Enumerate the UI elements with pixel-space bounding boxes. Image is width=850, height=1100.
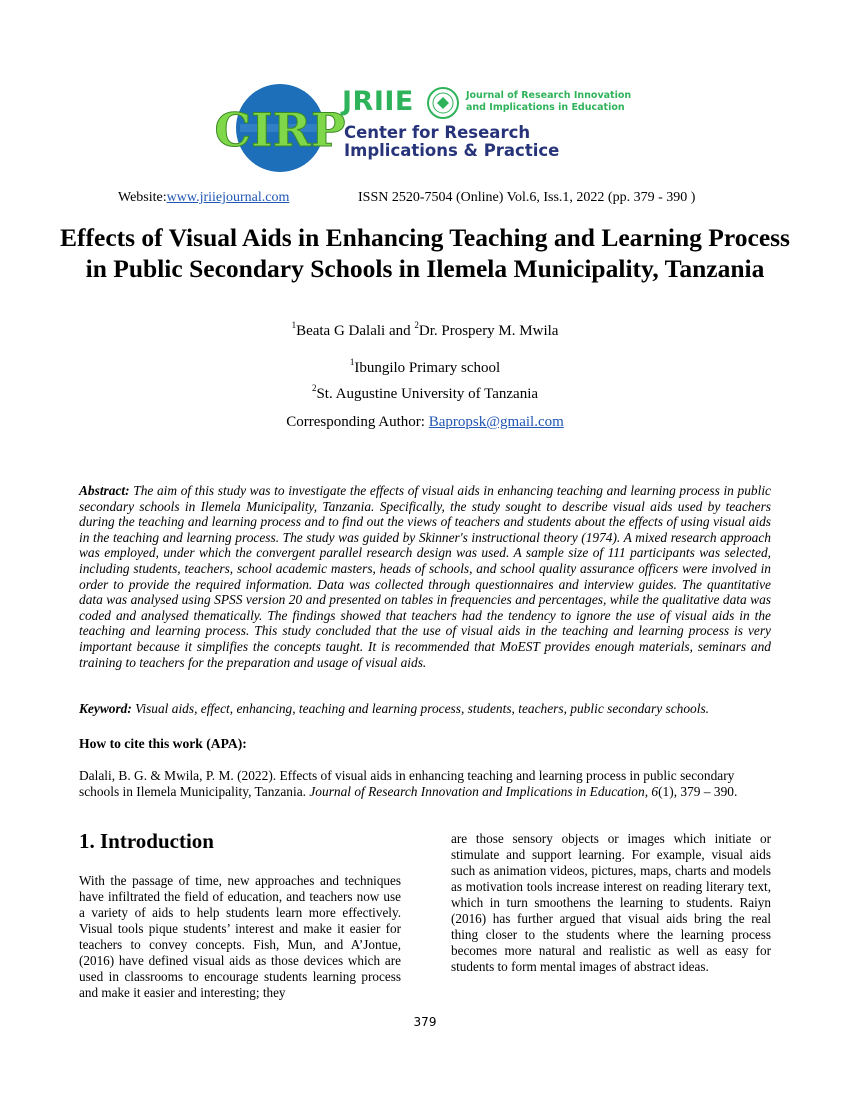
keywords [79,701,771,717]
affiliation-2-sup: 2 [311,383,317,393]
cirp-logo [214,78,346,178]
keyword-text: Visual aids, effect, enhancing, teaching and learning process, students, teachers, public secondary schools. [135,701,710,716]
issn-info: ISSN 2520-7504 (Online) Vol.6, Iss.1, 2022 (pp. 379 - 390 ) [358,190,696,205]
abstract-label: Abstract: [79,483,130,498]
authors-line [0,320,850,340]
citation-journal: Journal of Research Innovation and Implications in Education, 6 [309,784,659,799]
affiliation-2-name: St. Augustine University of Tanzania [316,386,539,402]
introduction-right-column: are those sensory objects or images which initiate or stimulate and support learning. For example, visual aids such as animation videos, pictures, maps, charts and models as motivation tools increase interest on reading literary text, which in turn smoothens the learning to students. Raiyn (2016) has further argued that visual aids bring the real thing closer to the students where the learning process becomes more natural and realistic as well as easy for students to form mental images of abstract ideas. [451,831,771,974]
cite-heading: How to cite this work (APA): [79,736,247,751]
corresponding-author [0,414,850,431]
affiliation-1-name: Ibungilo Primary school [354,360,501,376]
article-title: Effects of Visual Aids in Enhancing Teaching and Learning Process in Public Secondary Schools in Ilemela Municipality, Tanzania [60,223,790,283]
author1-name: Beata G Dalali and [296,323,415,339]
affiliation-1 [0,357,850,377]
introduction-left-column: With the passage of time, new approaches and techniques have infiltrated the field of education, and teachers now use a variety of aids to help students learn more effectively. Visual tools pique students’ interest and make it easier for teachers to convey concepts. Fish, Mun, and A’Jontue, (2016) have defined visual aids as those devices which are used in classrooms to encourage students learning process and make it easier and interesting; they [79,873,401,1000]
center-name [344,124,614,160]
corresponding-email-link[interactable]: Bapropsk@gmail.com [428,414,564,430]
center-name-line1: Center for Research [344,123,531,142]
affiliation-1-sup: 1 [349,357,355,367]
journal-logo-banner [214,78,632,178]
journal-name-line1: Journal of Research Innovation [466,90,632,101]
citation [79,768,771,800]
journal-name-line2: and Implications in Education [466,102,625,113]
cirp-logo-letters: CIRP [214,103,346,157]
author2-name: Dr. Prospery M. Mwila [418,323,559,339]
masthead [118,190,758,206]
abstract [79,483,771,670]
website-label: Website: [118,190,167,205]
introduction-heading: 1. Introduction [79,829,214,853]
corresponding-label: Corresponding Author: [286,414,429,430]
center-name-line2: Implications & Practice [344,141,560,160]
journal-full-name [466,90,636,114]
website-link[interactable]: www.jriiejournal.com [166,190,290,205]
keyword-label: Keyword: [79,701,132,716]
abstract-text: The aim of this study was to investigate the effects of visual aids in enhancing teaching and learning process in public secondary schools in Ilemela Municipality, Tanzania. Specifically, the study sought to describe visual aids used by teachers during the teaching and learning process and to find out the views of teachers and students about the effects of using visual aids in the teaching and learning process. The study was guided by Skinner's instructional theory (1974). A mixed research approach was employed, under which the convergent parallel research design was used. A sample size of 111 participants was selected, including students, teachers, school academic masters, heads of schools, and school quality assurance officers were involved in order to provide the required information. Data was collected through questionnaires and interview guides. The quantitative data was analysed using SPSS version 20 and presented on tables in frequencies and percentages, while the qualitative data was coded and analysed thematically. The findings showed that teachers had the tendency to ignore the use of visual aids in the teaching and learning process. This study concluded that the use of visual aids in the teaching and learning process is very important because it simplifies the concepts taught. It is recommended that MoEST provides enough materials, seminars and training to teachers for the preparation and usage of visual aids. [79,483,771,670]
citation-main: Dalali, B. G. & Mwila, P. M. (2022). Effects of visual aids in enhancing teaching and learning process in public secondary schools in Ilemela Municipality, Tanzania. [79,768,735,799]
page-number: 379 [413,1015,437,1029]
affiliation-2 [0,383,850,403]
journal-seal-icon [425,86,461,120]
author1-sup: 1 [291,320,297,330]
author2-sup: 2 [414,320,419,330]
jriie-acronym: JRIIE [342,86,414,117]
citation-tail: (1), 379 – 390. [658,784,738,799]
